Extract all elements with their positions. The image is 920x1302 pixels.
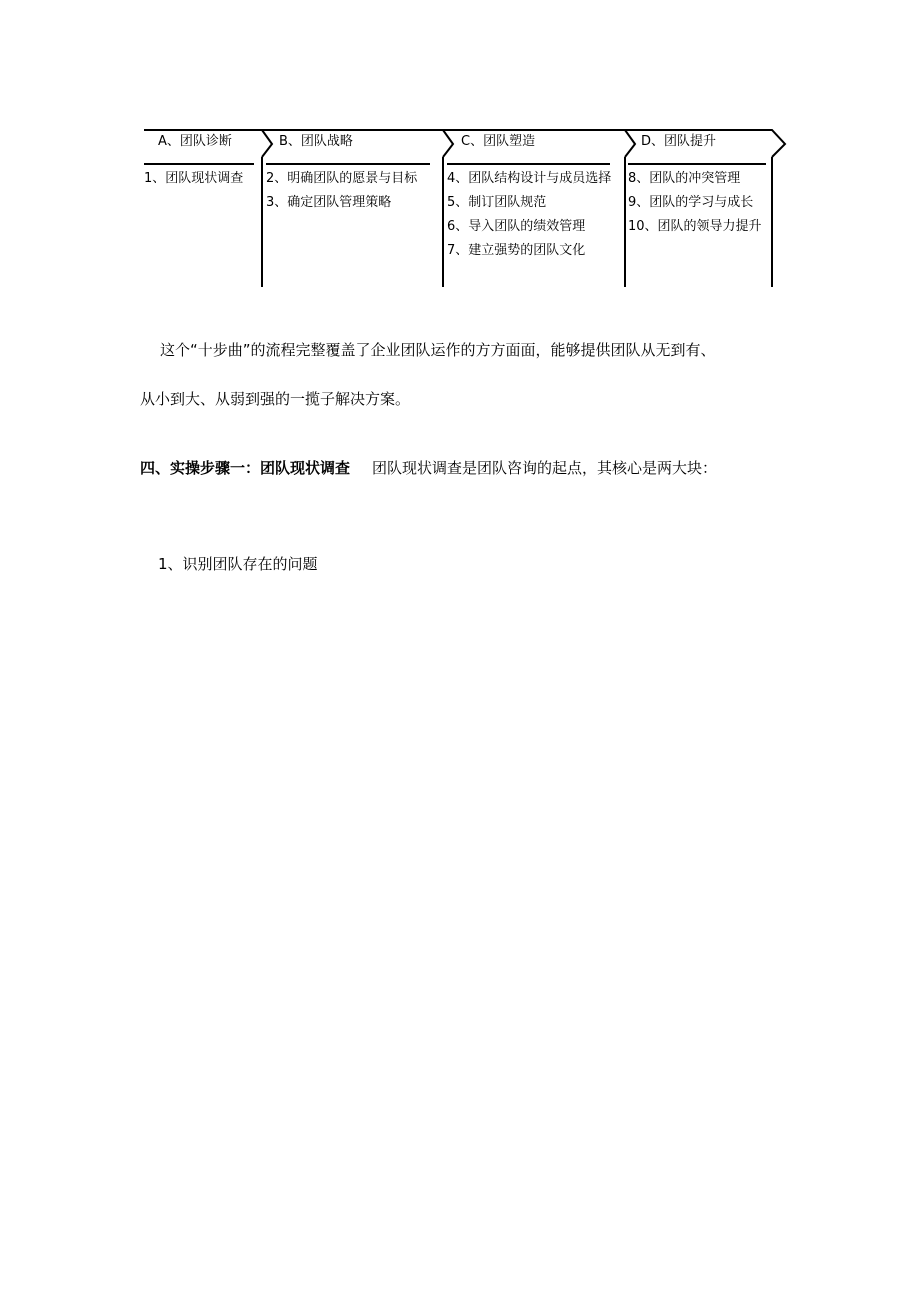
phase-item: 2、明确团队的愿景与目标	[266, 171, 418, 186]
phase-item: 4、团队结构设计与成员选择	[447, 171, 612, 186]
paragraph-line: 这个“十步曲”的流程完整覆盖了企业团队运作的方方面面，能够提供团队从无到有、	[160, 341, 716, 359]
phase-item: 8、团队的冲突管理	[628, 171, 741, 186]
phase-item: 7、建立强势的团队文化	[447, 243, 586, 258]
section-heading: 四、实操步骤一：团队现状调查	[140, 459, 351, 477]
phase-item: 1、团队现状调查	[144, 171, 244, 186]
paragraph-line: 从小到大、从弱到强的一揽子解决方案。	[140, 390, 411, 408]
phase-item: 10、团队的领导力提升	[628, 219, 762, 234]
section-heading-row	[140, 458, 717, 478]
phase-item: 3、确定团队管理策略	[266, 195, 392, 210]
phase-c-title: C、团队塑造	[461, 134, 536, 149]
section-intro-text: 团队现状调查是团队咨询的起点，其核心是两大块：	[372, 459, 718, 477]
phase-item: 5、制订团队规范	[447, 195, 547, 210]
list-item: 1、识别团队存在的问题	[158, 555, 318, 573]
phase-d-title: D、团队提升	[641, 134, 717, 149]
phase-item: 6、导入团队的绩效管理	[447, 219, 586, 234]
phase-b-title: B、团队战略	[279, 134, 353, 149]
phase-item: 9、团队的学习与成长	[628, 195, 754, 210]
phase-a-title: A、团队诊断	[158, 134, 232, 149]
